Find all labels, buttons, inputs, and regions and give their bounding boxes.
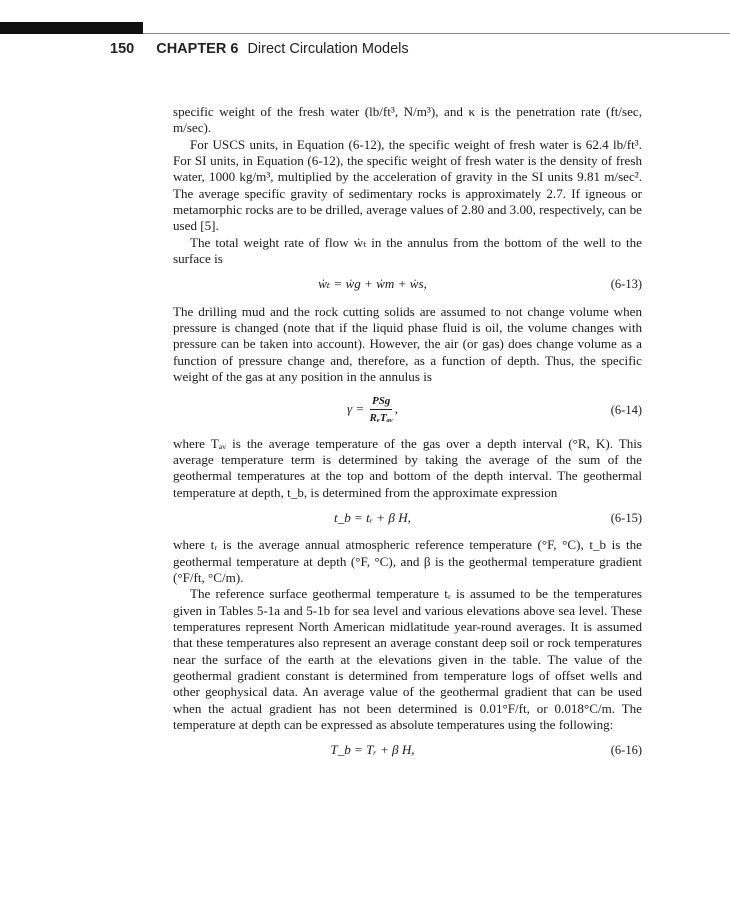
equation-number: (6-13) (610, 277, 642, 292)
paragraph: where tᵣ is the average annual atmospheric reference temperature (°F, °C), t_b is the geothermal temperature at depth (°F, °C), and β is the geothermal temperature gradient (°F/ft, °C/m). (173, 537, 642, 585)
equation-6-14 (173, 393, 642, 427)
equation-number: (6-16) (610, 743, 642, 758)
chapter-title: Direct Circulation Models (247, 41, 409, 57)
equation-6-16 (173, 742, 642, 758)
equation-expression: T_b = Tᵣ + β H, (330, 742, 415, 758)
paragraph: specific weight of the fresh water (lb/ft³, N/m³), and κ is the penetration rate (ft/sec, m/sec). (173, 104, 642, 136)
fraction-numerator: PSg (370, 393, 392, 410)
header-bar (0, 22, 143, 34)
equation-expression: ẇₜ = ẇg + ẇm + ẇs, (318, 276, 427, 292)
equation-number: (6-14) (610, 402, 642, 417)
paragraph: The total weight rate of flow ẇₜ in the annulus from the bottom of the well to the surface is (173, 234, 642, 267)
equation-expression (173, 393, 572, 427)
fraction (368, 393, 395, 427)
chapter-label: CHAPTER 6 (156, 41, 239, 57)
equation-number: (6-15) (610, 510, 642, 525)
paragraph: where Tₐᵥ is the average temperature of the gas over a depth interval (°R, K). This average temperature term is determined by taking the average of the sum of the geothermal temperatures at the top and bottom of the depth interval. The geothermal temperature at depth, t_b, is determined from the approximate expression (173, 435, 642, 500)
page-number: 150 (110, 41, 135, 57)
equation-trail: , (394, 400, 399, 416)
equation-6-13 (173, 276, 642, 292)
paragraph: The reference surface geothermal temperature tᵣ is assumed to be the temperatures given in Tables 5-1a and 5-1b for sea level and various elevations above sea level. These temperatures represent North American midlatitude year-round averages. It is assumed that these temperatures also represent an average constant deep soil or rock temperatures near the surface of the earth at the elevations given in the table. The value of the geothermal gradient constant is determined from temperature logs of offset wells and other geophysical data. An average value of the geothermal gradient that can be used when the actual gradient has not been determined is 0.01°F/ft, or 0.018°C/m. The temperature at depth can be expressed as absolute temperatures using the following: (173, 586, 642, 732)
fraction-denominator: RₑTₐᵥ (369, 411, 393, 424)
equation-expression: t_b = tᵣ + β H, (334, 509, 411, 525)
header-rule (143, 33, 730, 34)
equation-6-15 (173, 510, 642, 526)
equation-lhs: γ = (346, 400, 365, 416)
page-body (173, 104, 642, 770)
paragraph: For USCS units, in Equation (6-12), the specific weight of fresh water is 62.4 lb/ft³. For SI units, in Equation (6-12), the specific weight of fresh water is the density of fresh water, 1000 kg/m³, multiplied by the acceleration of gravity in the SI units 9.81 m/sec². The average specific gravity of sedimentary rocks is approximately 2.7. If igneous or metamorphic rocks are to be drilled, average values of 2.80 and 3.00, respectively, can be used [5]. (173, 136, 642, 234)
paragraph: The drilling mud and the rock cutting solids are assumed to not change volume when pressure is changed (note that if the liquid phase fluid is oil, the volume changes with pressure can be taken into account). However, the air (or gas) does change volume as a function of pressure change and, therefore, as a function of depth. Thus, the specific weight of the gas at any position in the annulus is (173, 303, 642, 385)
running-header (110, 41, 409, 57)
